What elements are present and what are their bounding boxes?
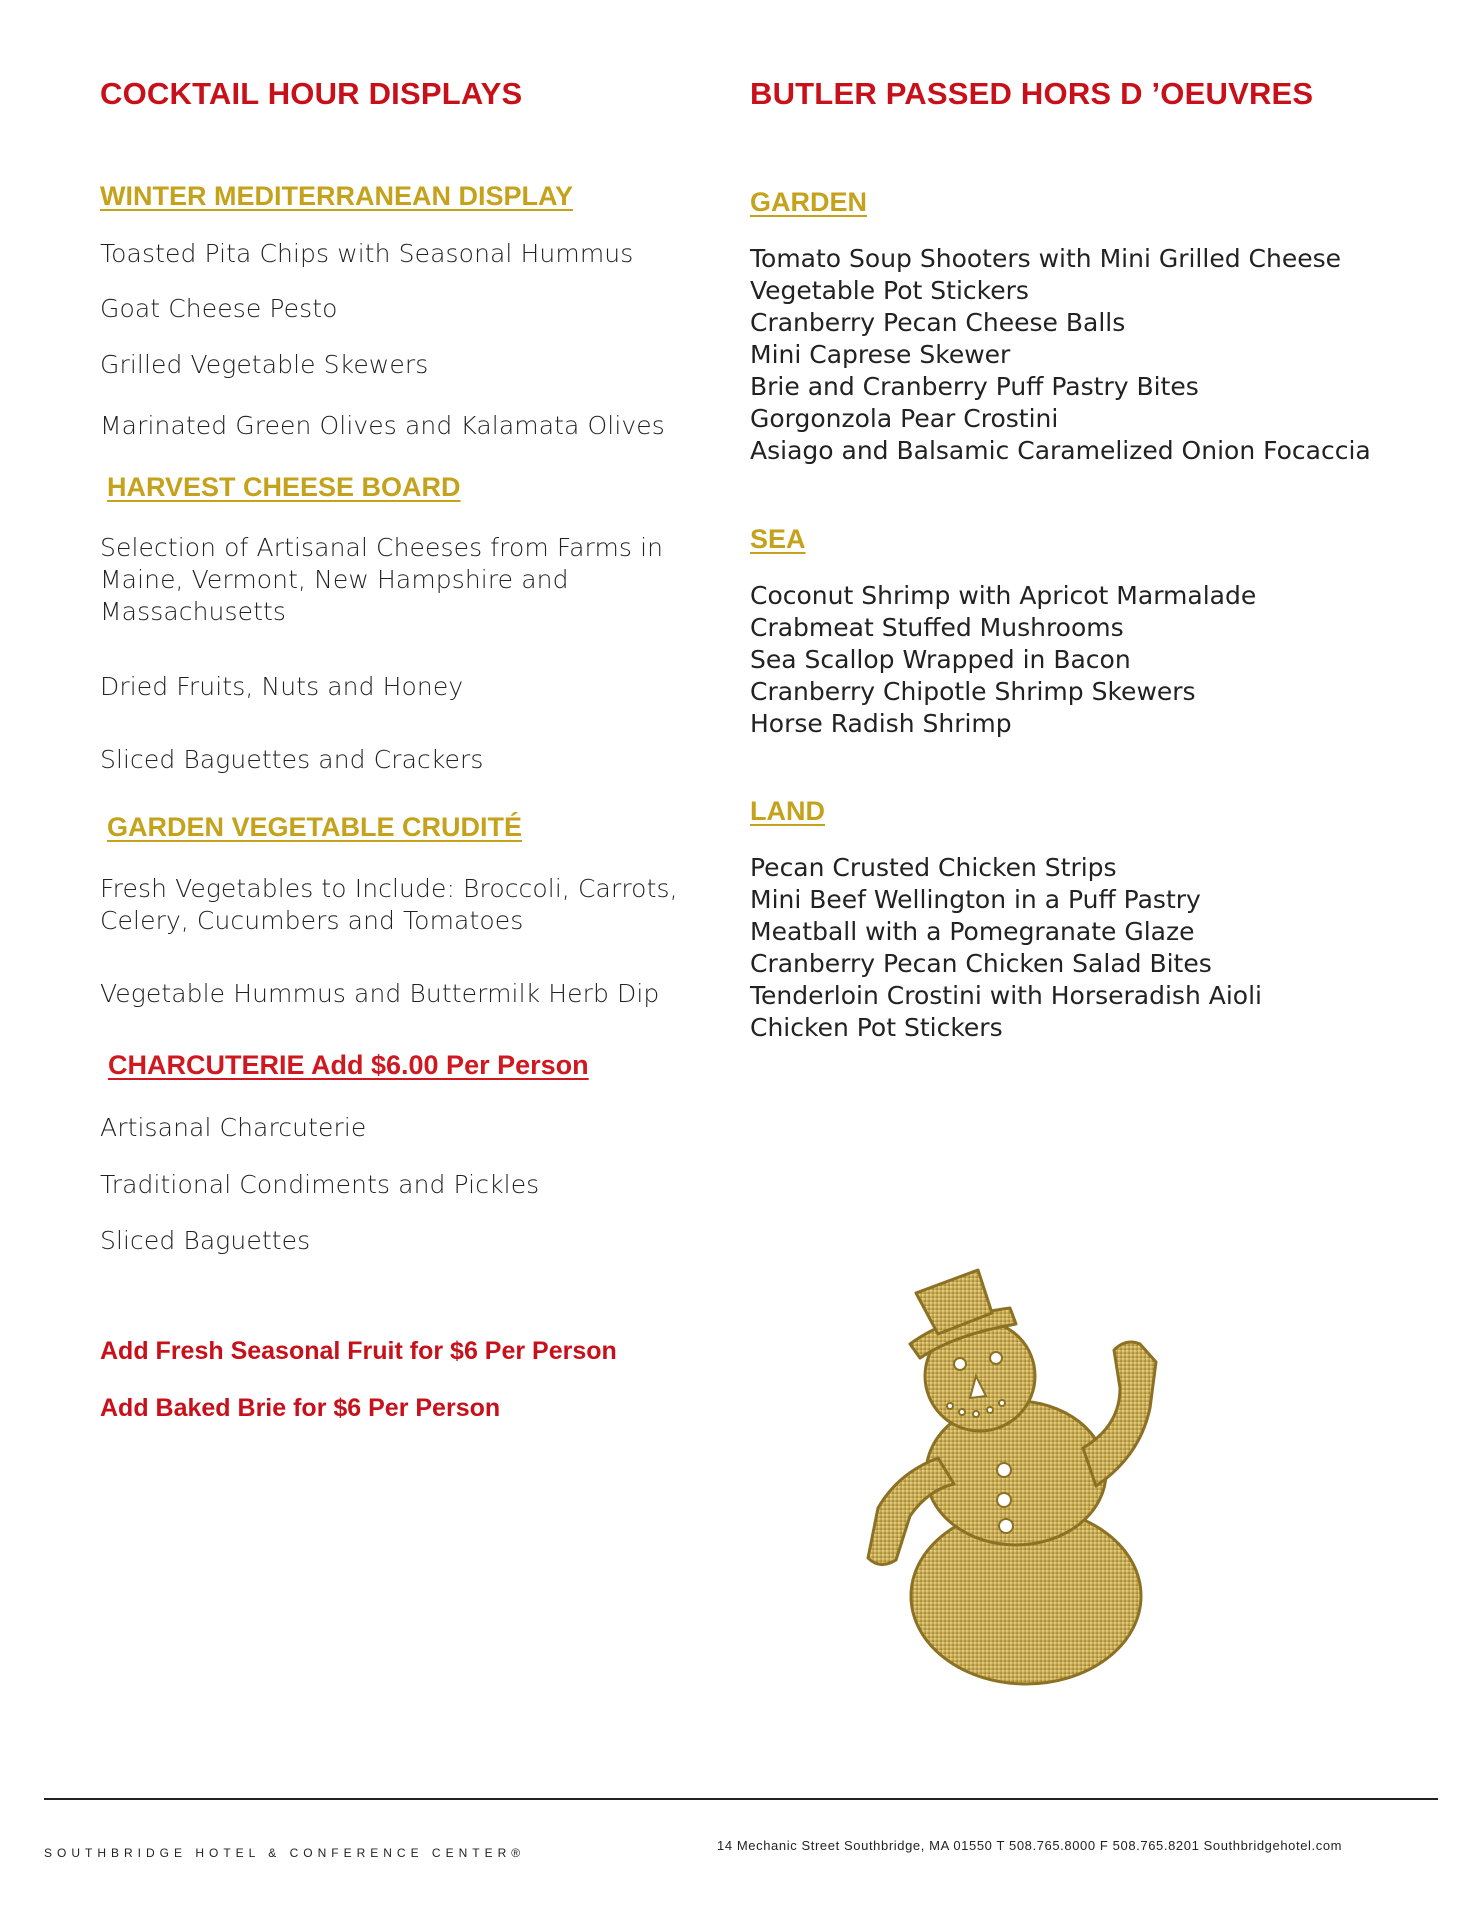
garden-vegetable-crudite-heading: GARDEN VEGETABLE CRUDITÉ bbox=[107, 812, 523, 842]
land-heading: LAND bbox=[750, 796, 825, 826]
garden-heading: GARDEN bbox=[750, 187, 868, 217]
menu-item: Marinated Green Olives and Kalamata Olives bbox=[100, 411, 665, 440]
sea-heading: SEA bbox=[750, 524, 806, 554]
charcuterie-heading: CHARCUTERIE Add $6.00 Per Person bbox=[108, 1050, 589, 1080]
list-item: Cranberry Chipotle Shrimp Skewers bbox=[750, 677, 1196, 706]
menu-item: Selection of Artisanal Cheeses from Farms in Maine, Vermont, New Hampshire and Massachusetts bbox=[100, 533, 664, 626]
list-item: Sea Scallop Wrapped in Bacon bbox=[750, 645, 1131, 674]
footer-brand: SOUTHBRIDGE HOTEL & CONFERENCE CENTER® bbox=[44, 1846, 526, 1860]
menu-item: Grilled Vegetable Skewers bbox=[100, 350, 429, 379]
list-item: Cranberry Pecan Cheese Balls bbox=[750, 308, 1126, 337]
list-item: Coconut Shrimp with Apricot Marmalade bbox=[750, 581, 1257, 610]
menu-item: Artisanal Charcuterie bbox=[100, 1113, 367, 1142]
garden-list bbox=[750, 243, 1371, 467]
menu-item: Toasted Pita Chips with Seasonal Hummus bbox=[100, 239, 634, 268]
menu-item: Goat Cheese Pesto bbox=[100, 294, 338, 323]
land-list bbox=[750, 852, 1262, 1044]
footer-contact: 14 Mechanic Street Southbridge, MA 01550 T 508.765.8000 F 508.765.8201 Southbridgehotel.com bbox=[717, 1838, 1343, 1853]
list-item: Crabmeat Stuffed Mushrooms bbox=[750, 613, 1124, 642]
list-item: Tomato Soup Shooters with Mini Grilled Cheese bbox=[750, 244, 1341, 273]
list-item: Tenderloin Crostini with Horseradish Aioli bbox=[750, 981, 1262, 1010]
snowman-icon bbox=[858, 1258, 1168, 1688]
footer-divider bbox=[44, 1798, 1438, 1800]
menu-item: Sliced Baguettes bbox=[100, 1226, 311, 1255]
menu-item: Dried Fruits, Nuts and Honey bbox=[100, 672, 464, 701]
list-item: Mini Caprese Skewer bbox=[750, 340, 1011, 369]
cocktail-hour-title: COCKTAIL HOUR DISPLAYS bbox=[100, 76, 523, 111]
list-item: Mini Beef Wellington in a Puff Pastry bbox=[750, 885, 1201, 914]
list-item: Gorgonzola Pear Crostini bbox=[750, 404, 1059, 433]
addon-brie: Add Baked Brie for $6 Per Person bbox=[100, 1394, 501, 1422]
addon-fruit: Add Fresh Seasonal Fruit for $6 Per Person bbox=[100, 1337, 617, 1365]
list-item: Vegetable Pot Stickers bbox=[750, 276, 1029, 305]
winter-mediterranean-heading: WINTER MEDITERRANEAN DISPLAY bbox=[100, 181, 574, 211]
menu-item: Fresh Vegetables to Include: Broccoli, Carrots, Celery, Cucumbers and Tomatoes bbox=[100, 874, 678, 935]
list-item: Chicken Pot Stickers bbox=[750, 1013, 1003, 1042]
list-item: Brie and Cranberry Puff Pastry Bites bbox=[750, 372, 1199, 401]
list-item: Cranberry Pecan Chicken Salad Bites bbox=[750, 949, 1212, 978]
menu-item: Traditional Condiments and Pickles bbox=[100, 1170, 540, 1199]
menu-item: Vegetable Hummus and Buttermilk Herb Dip bbox=[100, 979, 660, 1008]
harvest-cheese-board-heading: HARVEST CHEESE BOARD bbox=[107, 472, 461, 502]
butler-passed-title: BUTLER PASSED HORS D ’OEUVRES bbox=[750, 76, 1314, 111]
list-item: Horse Radish Shrimp bbox=[750, 709, 1012, 738]
list-item: Asiago and Balsamic Caramelized Onion Focaccia bbox=[750, 436, 1371, 465]
sea-list bbox=[750, 580, 1256, 740]
list-item: Pecan Crusted Chicken Strips bbox=[750, 853, 1117, 882]
menu-item: Sliced Baguettes and Crackers bbox=[100, 745, 484, 774]
list-item: Meatball with a Pomegranate Glaze bbox=[750, 917, 1195, 946]
